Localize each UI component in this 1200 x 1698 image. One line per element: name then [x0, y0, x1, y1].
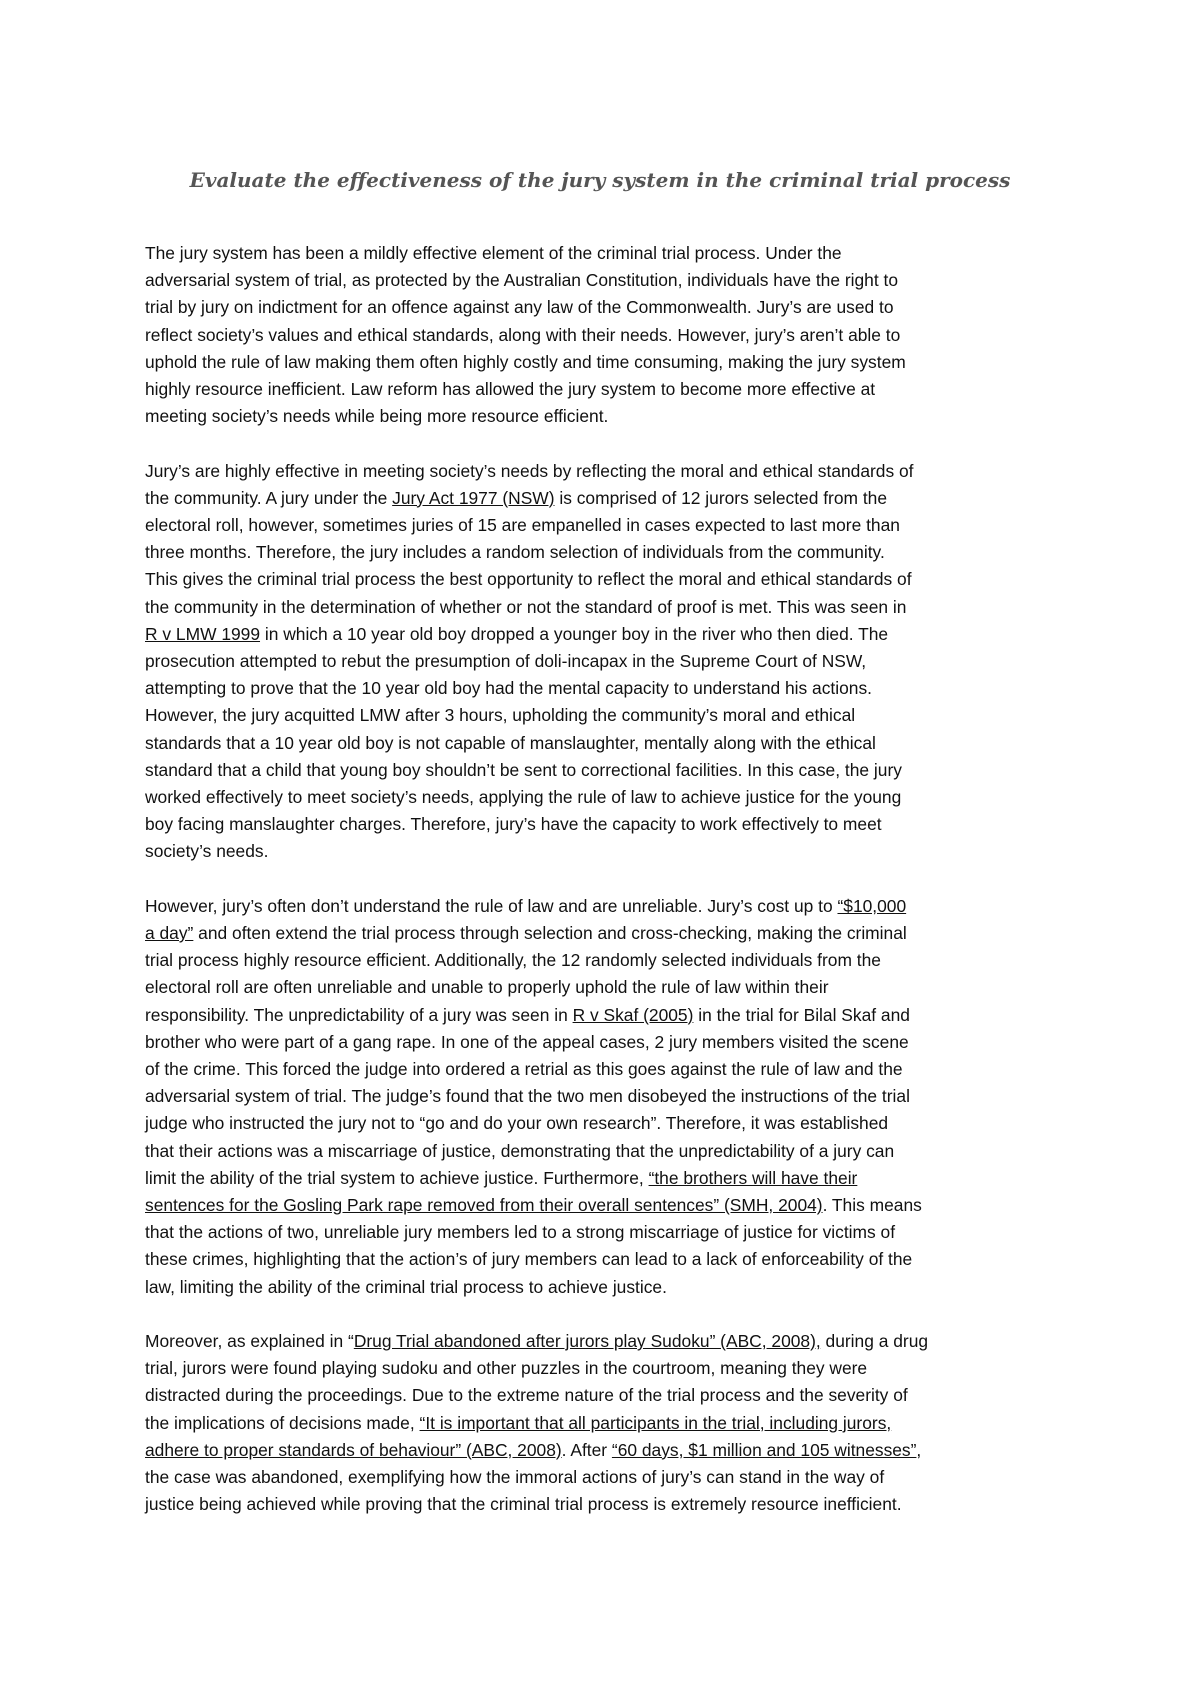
body-text: law, limiting the ability of the criminal trial process to achieve justice.	[145, 1276, 667, 1297]
text-line	[145, 1110, 1080, 1137]
body-text: trial by jury on indictment for an offence against any law of the Commonwealth. Jury’s are used to	[145, 297, 894, 318]
text-line	[145, 838, 1080, 865]
text-line	[145, 757, 1080, 784]
text-line	[145, 1355, 1080, 1382]
text-line	[145, 349, 1080, 376]
text-line	[145, 1138, 1080, 1165]
body-text: distracted during the proceedings. Due to the extreme nature of the trial process and the severity of	[145, 1385, 908, 1406]
body-text: three months. Therefore, the jury includes a random selection of individuals from the community.	[145, 542, 885, 563]
body-text: and often extend the trial process through selection and cross-checking, making the criminal	[193, 923, 907, 944]
text-line	[145, 376, 1080, 403]
body-text: uphold the rule of law making them often highly costly and time consuming, making the jury system	[145, 351, 906, 372]
body-text: trial, jurors were found playing sudoku and other puzzles in the courtroom, meaning they were	[145, 1358, 868, 1379]
text-line	[145, 730, 1080, 757]
paragraph	[145, 458, 1080, 866]
citation-text: “the brothers will have their	[648, 1167, 858, 1188]
text-line	[145, 1219, 1080, 1246]
text-line	[145, 811, 1080, 838]
body-text: This gives the criminal trial process the best opportunity to reflect the moral and ethical standards of	[145, 569, 912, 590]
body-text: is comprised of 12 jurors selected from the	[554, 487, 887, 508]
citation-text: Drug Trial abandoned after jurors play Sudoku” (ABC, 2008),	[353, 1331, 821, 1352]
body-text: Jury’s are highly effective in meeting society’s needs by reflecting the moral and ethical standards of	[145, 460, 914, 481]
body-text: the implications of decisions made,	[145, 1412, 420, 1433]
body-text: trial process highly resource efficient. Additionally, the 12 randomly selected individuals from the	[145, 950, 881, 971]
text-line	[145, 566, 1080, 593]
text-line	[145, 1083, 1080, 1110]
text-line	[145, 1328, 1080, 1355]
text-line	[145, 648, 1080, 675]
body-text: the case was abandoned, exemplifying how the immoral actions of jury’s can stand in the way of	[145, 1467, 885, 1488]
text-line	[145, 485, 1080, 512]
body-text: adversarial system of trial, as protected by the Australian Constitution, individuals have the right to	[145, 270, 899, 291]
text-line	[145, 1246, 1080, 1273]
text-line	[145, 702, 1080, 729]
body-text: worked effectively to meet society’s needs, applying the rule of law to achieve justice for the young	[145, 787, 902, 808]
citation-text: “$10,000	[837, 895, 907, 916]
document-body	[145, 240, 1080, 1546]
citation-text: “It is important that all participants in the trial, including jurors,	[419, 1412, 892, 1433]
text-line	[145, 621, 1080, 648]
text-line	[145, 403, 1080, 430]
body-text: meeting society’s needs while being more resource efficient.	[145, 406, 609, 427]
body-text: limit the ability of the trial system to achieve justice. Furthermore,	[145, 1167, 649, 1188]
citation-text: R v LMW 1999	[145, 623, 261, 644]
body-text: responsibility. The unpredictability of a jury was seen in	[145, 1004, 573, 1025]
body-text: adversarial system of trial. The judge’s found that the two men disobeyed the instructions of the trial	[145, 1086, 910, 1107]
citation-text: R v Skaf (2005)	[572, 1004, 694, 1025]
body-text: The jury system has been a mildly effective element of the criminal trial process. Under the	[145, 243, 842, 263]
body-text: that their actions was a miscarriage of justice, demonstrating that the unpredictability of a jury can	[145, 1140, 895, 1161]
text-line	[145, 893, 1080, 920]
citation-text: sentences for the Gosling Park rape removed from their overall sentences” (SMH, 2004)	[145, 1195, 823, 1216]
text-line	[145, 1192, 1080, 1219]
text-line	[145, 267, 1080, 294]
body-text: ,	[916, 1439, 922, 1460]
body-text: the community in the determination of whether or not the standard of proof is met. This was seen in	[145, 596, 907, 617]
body-text: standard that a child that young boy shouldn’t be sent to correctional facilities. In this case, the jury	[145, 759, 902, 780]
body-text: prosecution attempted to rebut the presumption of doli-incapax in the Supreme Court of NSW,	[145, 651, 867, 672]
body-text: . This means	[822, 1195, 922, 1216]
text-line	[145, 322, 1080, 349]
document-title: Evaluate the effectiveness of the jury system in the criminal trial process	[189, 168, 1011, 192]
text-line	[145, 512, 1080, 539]
body-text: . After	[561, 1439, 612, 1460]
text-line	[145, 594, 1080, 621]
body-text: reflect society’s values and ethical standards, along with their needs. However, jury’s aren’t able to	[145, 324, 901, 345]
citation-text: a day”	[145, 923, 194, 944]
text-line	[145, 1274, 1080, 1301]
text-line	[145, 947, 1080, 974]
text-line	[145, 1165, 1080, 1192]
body-text: the community. A jury under the	[145, 487, 393, 508]
text-line	[145, 1029, 1080, 1056]
text-line	[145, 784, 1080, 811]
text-line	[145, 1410, 1080, 1437]
text-line	[145, 920, 1080, 947]
citation-text: Jury Act 1977 (NSW)	[392, 487, 555, 508]
body-text: that the actions of two, unreliable jury members led to a strong miscarriage of justice for victims of	[145, 1222, 896, 1243]
body-text: in which a 10 year old boy dropped a younger boy in the river who then died. The	[260, 623, 889, 644]
text-line	[145, 974, 1080, 1001]
body-text: electoral roll, however, sometimes juries of 15 are empanelled in cases expected to last more than	[145, 515, 900, 536]
body-text: standards that a 10 year old boy is not capable of manslaughter, mentally along with the ethical	[145, 732, 876, 753]
text-line	[145, 1002, 1080, 1029]
text-line	[145, 294, 1080, 321]
text-line	[145, 240, 1080, 267]
citation-text: adhere to proper standards of behaviour” (ABC, 2008)	[145, 1439, 562, 1460]
paragraph	[145, 893, 1080, 1301]
body-text: However, the jury acquitted LMW after 3 hours, upholding the community’s moral and ethical	[145, 705, 856, 726]
body-text: highly resource inefficient. Law reform has allowed the jury system to become more effective at	[145, 379, 876, 400]
text-line	[145, 539, 1080, 566]
body-text: of the crime. This forced the judge into ordered a retrial as this goes against the rule of law and the	[145, 1059, 903, 1080]
body-text: Moreover, as explained in “	[145, 1331, 354, 1352]
body-text: brother who were part of a gang rape. In one of the appeal cases, 2 jury members visited the scene	[145, 1031, 909, 1052]
body-text: However, jury’s often don’t understand the rule of law and are unreliable. Jury’s cost up to	[145, 895, 838, 916]
body-text: electoral roll are often unreliable and unable to properly uphold the rule of law within their	[145, 977, 829, 998]
text-line	[145, 458, 1080, 485]
text-line	[145, 1382, 1080, 1409]
text-line	[145, 1491, 1080, 1518]
citation-text: “60 days, $1 million and 105 witnesses”	[611, 1439, 917, 1460]
body-text: in the trial for Bilal Skaf and	[693, 1004, 910, 1025]
body-text: judge who instructed the jury not to “go and do your own research”. Therefore, it was established	[145, 1113, 889, 1134]
text-line	[145, 1464, 1080, 1491]
paragraph	[145, 1328, 1080, 1518]
paragraph	[145, 240, 1080, 430]
body-text: society’s needs.	[145, 841, 269, 862]
text-line	[145, 1056, 1080, 1083]
text-line	[145, 1437, 1080, 1464]
body-text: justice being achieved while proving that the criminal trial process is extremely resource inefficient.	[145, 1494, 902, 1515]
body-text: attempting to prove that the 10 year old boy had the mental capacity to understand his actions.	[145, 678, 872, 699]
body-text: during a drug	[820, 1331, 929, 1352]
body-text: boy facing manslaughter charges. Therefore, jury’s have the capacity to work effectively to meet	[145, 814, 882, 835]
text-line	[145, 675, 1080, 702]
body-text: these crimes, highlighting that the action’s of jury members can lead to a lack of enforceability of the	[145, 1249, 913, 1270]
